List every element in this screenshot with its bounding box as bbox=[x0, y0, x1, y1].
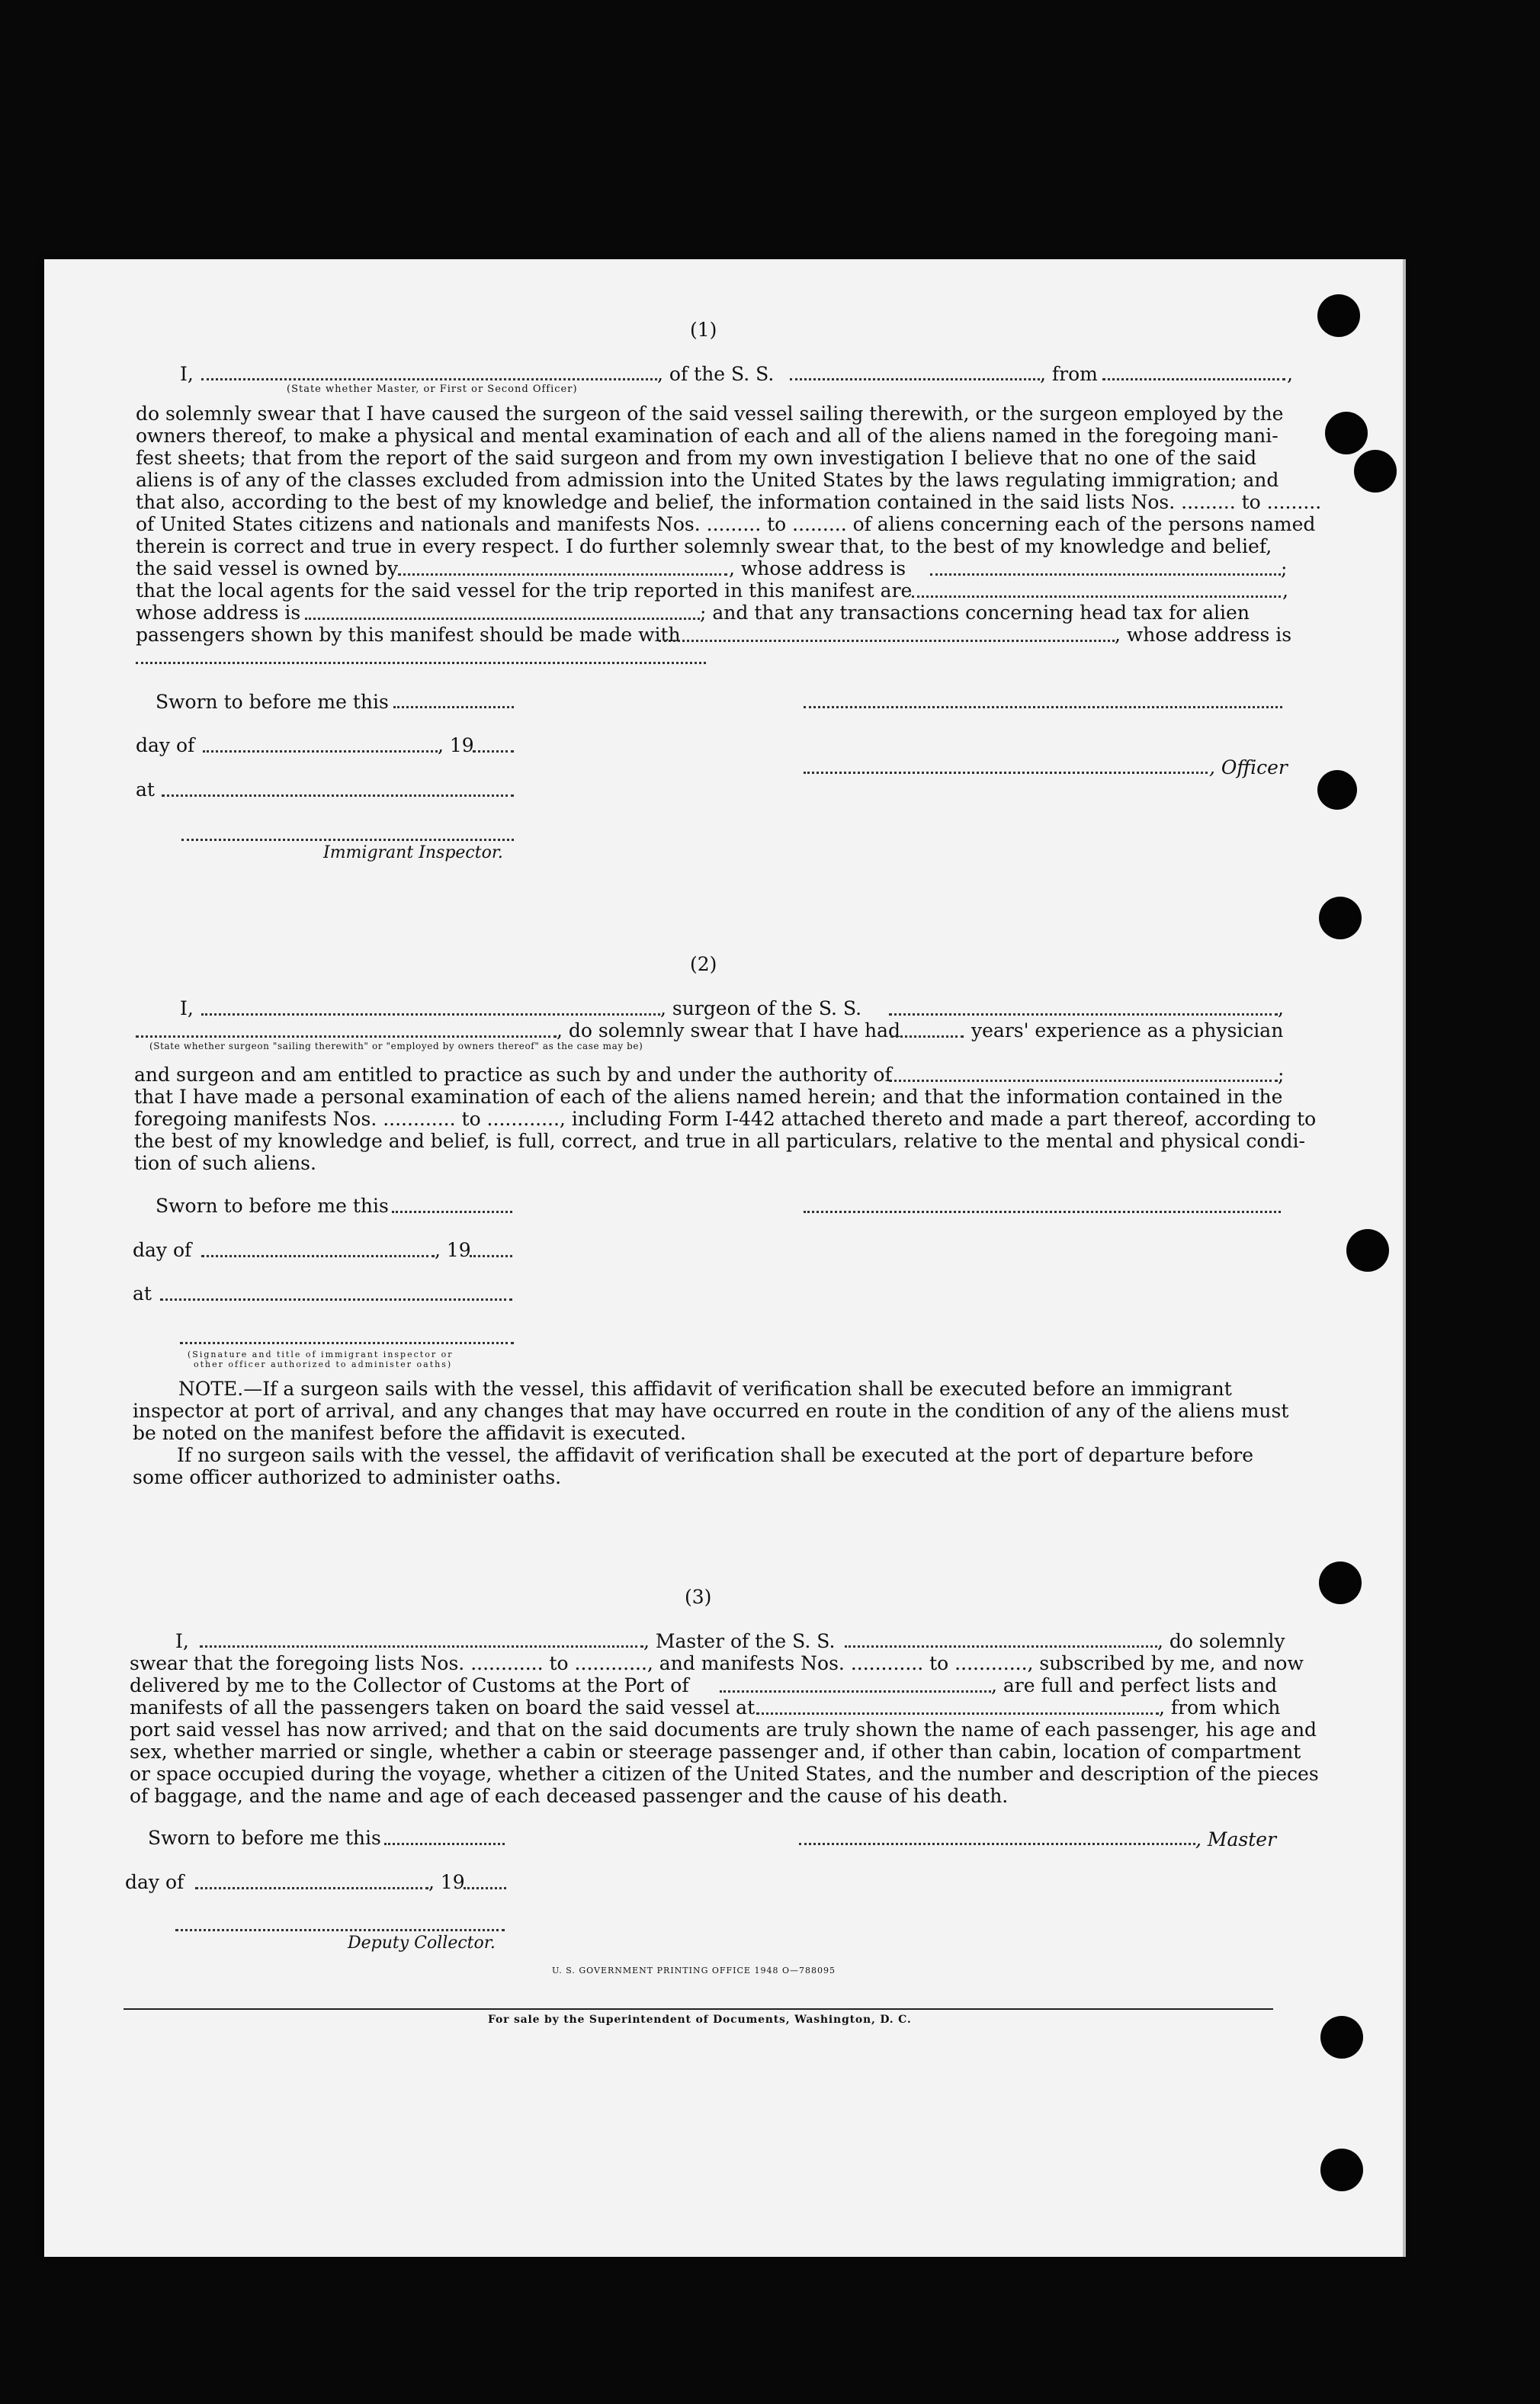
vessel-name-field[interactable] bbox=[790, 378, 1040, 380]
surgeon-of-label: , surgeon of the S. S. bbox=[660, 997, 862, 1019]
gpo-imprint: U. S. GOVERNMENT PRINTING OFFICE 1948 O—788095 bbox=[552, 1966, 836, 1976]
from-which-text: , from which bbox=[1159, 1696, 1281, 1719]
punch-hole bbox=[1320, 2016, 1363, 2059]
owner-address-field[interactable] bbox=[930, 573, 1281, 576]
sworn-label: Sworn to before me this bbox=[148, 1827, 381, 1849]
note-line-4: If no surgeon sails with the vessel, the affidavit of verification shall be executed at the port of departure before bbox=[177, 1444, 1253, 1466]
surgeon-status-hint: (State whether surgeon "sailing therewith" or "employed by owners thereof" as the case may be) bbox=[149, 1041, 643, 1051]
year-label: , 19 bbox=[435, 1239, 471, 1261]
oath-i: I, bbox=[180, 997, 194, 1019]
head-tax-party-field[interactable] bbox=[659, 640, 1115, 642]
sworn-label: Sworn to before me this bbox=[156, 1195, 389, 1217]
at-label: at bbox=[136, 778, 155, 801]
note-line-2: inspector at port of arrival, and any changes that may have occurred en route in the condition of any of the aliens must bbox=[133, 1400, 1289, 1422]
signature-title-hint-1: (Signature and title of immigrant inspector or bbox=[188, 1350, 454, 1359]
punch-hole bbox=[1354, 450, 1397, 493]
note-line-5: some officer authorized to administer oaths. bbox=[133, 1466, 562, 1488]
sworn-day-field[interactable] bbox=[393, 706, 514, 708]
port-field[interactable] bbox=[720, 1690, 991, 1693]
master-vessel-field[interactable] bbox=[845, 1645, 1157, 1648]
surgeon-signature-line[interactable] bbox=[804, 1211, 1281, 1213]
authority-label: and surgeon and am entitled to practice as such by and under the authority of bbox=[134, 1064, 892, 1086]
physician-text: years' experience as a physician bbox=[971, 1019, 1284, 1042]
head-tax-address-field[interactable] bbox=[136, 662, 706, 664]
month-field[interactable] bbox=[201, 1255, 435, 1257]
sale-notice: For sale by the Superintendent of Documents, Washington, D. C. bbox=[488, 2014, 912, 2026]
sworn-day-field[interactable] bbox=[392, 1211, 512, 1213]
punch-hole bbox=[1319, 897, 1362, 939]
month-field[interactable] bbox=[195, 1887, 428, 1889]
head-tax-address-label: , whose address is bbox=[1115, 624, 1292, 646]
from-port-field[interactable] bbox=[1102, 378, 1285, 380]
punch-hole bbox=[1319, 1561, 1362, 1604]
comma: , bbox=[1287, 363, 1293, 385]
master-name-field[interactable] bbox=[200, 1645, 643, 1648]
year-field[interactable] bbox=[473, 750, 514, 753]
taken-aboard-label: manifests of all the passengers taken on board the said vessel at bbox=[130, 1696, 756, 1719]
para1-line7: therein is correct and true in every respect. I do further solemnly swear that, to the best of my knowledge and belief, bbox=[136, 535, 1272, 557]
oath-i: I, bbox=[175, 1630, 189, 1652]
semicolon: ; bbox=[1281, 557, 1288, 579]
comma: , bbox=[1278, 997, 1284, 1019]
para3-line8: of baggage, and the name and age of each deceased passenger and the cause of his death. bbox=[130, 1785, 1009, 1807]
year-label: , 19 bbox=[428, 1871, 465, 1893]
agent-address-label: whose address is bbox=[136, 602, 301, 624]
day-of-label: day of bbox=[133, 1239, 192, 1261]
head-tax-passengers-label: passengers shown by this manifest should be made with bbox=[136, 624, 681, 646]
surgeon-vessel-field[interactable] bbox=[889, 1013, 1278, 1016]
of-the-ss-label: , of the S. S. bbox=[657, 363, 775, 385]
master-title: , Master bbox=[1195, 1828, 1277, 1850]
place-field[interactable] bbox=[160, 1298, 512, 1301]
collector-port-label: delivered by me to the Collector of Customs at the Port of bbox=[130, 1674, 689, 1696]
owner-field[interactable] bbox=[398, 573, 727, 576]
owned-by-label: the said vessel is owned by bbox=[136, 557, 399, 579]
para2-line4: that I have made a personal examination of each of the aliens named herein; and that the information contained in the bbox=[134, 1086, 1283, 1108]
do-solemnly-text: , do solemnly bbox=[1157, 1630, 1285, 1652]
punch-hole bbox=[1325, 412, 1368, 454]
perfect-lists-text: , are full and perfect lists and bbox=[991, 1674, 1278, 1696]
agent-address-field[interactable] bbox=[305, 618, 700, 620]
signature-title-hint-2: other officer authorized to administer oaths) bbox=[194, 1359, 453, 1369]
para2-line6: the best of my knowledge and belief, is full, correct, and true in all particulars, relative to the mental and physical condi- bbox=[134, 1130, 1305, 1152]
authority-field[interactable] bbox=[889, 1080, 1278, 1082]
master-of-label: , Master of the S. S. bbox=[643, 1630, 836, 1652]
sworn-day-field[interactable] bbox=[384, 1843, 505, 1845]
punch-hole bbox=[1346, 1229, 1389, 1272]
punch-hole bbox=[1320, 2149, 1363, 2191]
officer-signature-line-1[interactable] bbox=[804, 706, 1282, 708]
para1-line3: fest sheets; that from the report of the said surgeon and from my own investigation I believe that no one of the said bbox=[136, 447, 1257, 469]
year-field[interactable] bbox=[470, 1255, 512, 1257]
head-tax-text: ; and that any transactions concerning head tax for alien bbox=[700, 602, 1250, 624]
section-2-number: (2) bbox=[690, 953, 717, 975]
inspector-signature-line[interactable] bbox=[181, 839, 514, 841]
surgeon-status-field[interactable] bbox=[136, 1035, 557, 1038]
collector-title: Deputy Collector. bbox=[348, 1934, 496, 1953]
oath-i: I, bbox=[180, 363, 194, 385]
place-field[interactable] bbox=[162, 794, 514, 797]
official-signature-line[interactable] bbox=[180, 1342, 514, 1344]
page-edge bbox=[1403, 259, 1406, 2257]
from-label: , from bbox=[1040, 363, 1098, 385]
para1-line6: of United States citizens and nationals and manifests Nos. ......... to ......... of aliens concerning each of the persons named bbox=[136, 513, 1316, 535]
collector-signature-line[interactable] bbox=[175, 1929, 505, 1931]
section-1-number: (1) bbox=[690, 319, 717, 341]
years-experience-text: , do solemnly swear that I have had bbox=[557, 1019, 901, 1042]
punch-hole bbox=[1317, 770, 1357, 810]
officer-rank-hint: (State whether Master, or First or Second Officer) bbox=[287, 384, 578, 395]
footer-rule bbox=[124, 2008, 1273, 2010]
para3-line5: port said vessel has now arrived; and that on the said documents are truly shown the name of each passenger, his age and bbox=[130, 1719, 1317, 1741]
inspector-title: Immigrant Inspector. bbox=[323, 843, 503, 862]
para1-line1: do solemnly swear that I have caused the surgeon of the said vessel sailing therewith, or the surgeon employed by the bbox=[136, 403, 1284, 425]
para1-line4: aliens is of any of the classes excluded from admission into the United States by the laws regulating immigration; and bbox=[136, 469, 1279, 491]
para3-line6: sex, whether married or single, whether a cabin or steerage passenger and, if other than cabin, location of compartment bbox=[130, 1741, 1301, 1763]
para2-line7: tion of such aliens. bbox=[134, 1152, 316, 1174]
at-label: at bbox=[133, 1282, 152, 1305]
departure-port-field[interactable] bbox=[756, 1712, 1159, 1715]
year-label: , 19 bbox=[438, 734, 474, 756]
day-of-label: day of bbox=[125, 1871, 184, 1893]
officer-name-field[interactable] bbox=[201, 378, 657, 380]
para3-line7: or space occupied during the voyage, whether a citizen of the United States, and the number and description of the pieces bbox=[130, 1763, 1319, 1785]
para2-line5: foregoing manifests Nos. ............ to ............, including Form I-442 attached thereto and made a part thereof, according to bbox=[134, 1108, 1317, 1130]
surgeon-name-field[interactable] bbox=[201, 1013, 660, 1016]
note-line-3: be noted on the manifest before the affidavit is executed. bbox=[133, 1422, 686, 1444]
month-field[interactable] bbox=[203, 750, 438, 753]
punch-hole bbox=[1317, 294, 1360, 337]
section-3-number: (3) bbox=[685, 1586, 712, 1608]
local-agents-label: that the local agents for the said vessel for the trip reported in this manifest are bbox=[136, 579, 913, 602]
para3-line2: swear that the foregoing lists Nos. ............ to ............, and manifests Nos. ............ to ............, subscribed by me, and now bbox=[130, 1652, 1304, 1674]
officer-signature-line-2[interactable] bbox=[804, 772, 1208, 774]
year-field[interactable] bbox=[464, 1887, 506, 1889]
master-signature-line[interactable] bbox=[799, 1843, 1195, 1845]
day-of-label: day of bbox=[136, 734, 195, 756]
local-agents-field[interactable] bbox=[912, 595, 1281, 598]
officer-title: , Officer bbox=[1209, 756, 1288, 778]
owner-address-label: , whose address is bbox=[729, 557, 906, 579]
years-field[interactable] bbox=[890, 1035, 964, 1038]
para1-line2: owners thereof, to make a physical and mental examination of each and all of the aliens named in the foregoing mani- bbox=[136, 425, 1279, 447]
comma: , bbox=[1282, 579, 1288, 602]
para1-line5: that also, according to the best of my knowledge and belief, the information contained in the said lists Nos. ......... to ......... bbox=[136, 491, 1322, 513]
sworn-label: Sworn to before me this bbox=[156, 691, 389, 713]
note-line-1: NOTE.—If a surgeon sails with the vessel, this affidavit of verification shall be executed before an immigrant bbox=[178, 1378, 1232, 1400]
semicolon: ; bbox=[1278, 1064, 1285, 1086]
